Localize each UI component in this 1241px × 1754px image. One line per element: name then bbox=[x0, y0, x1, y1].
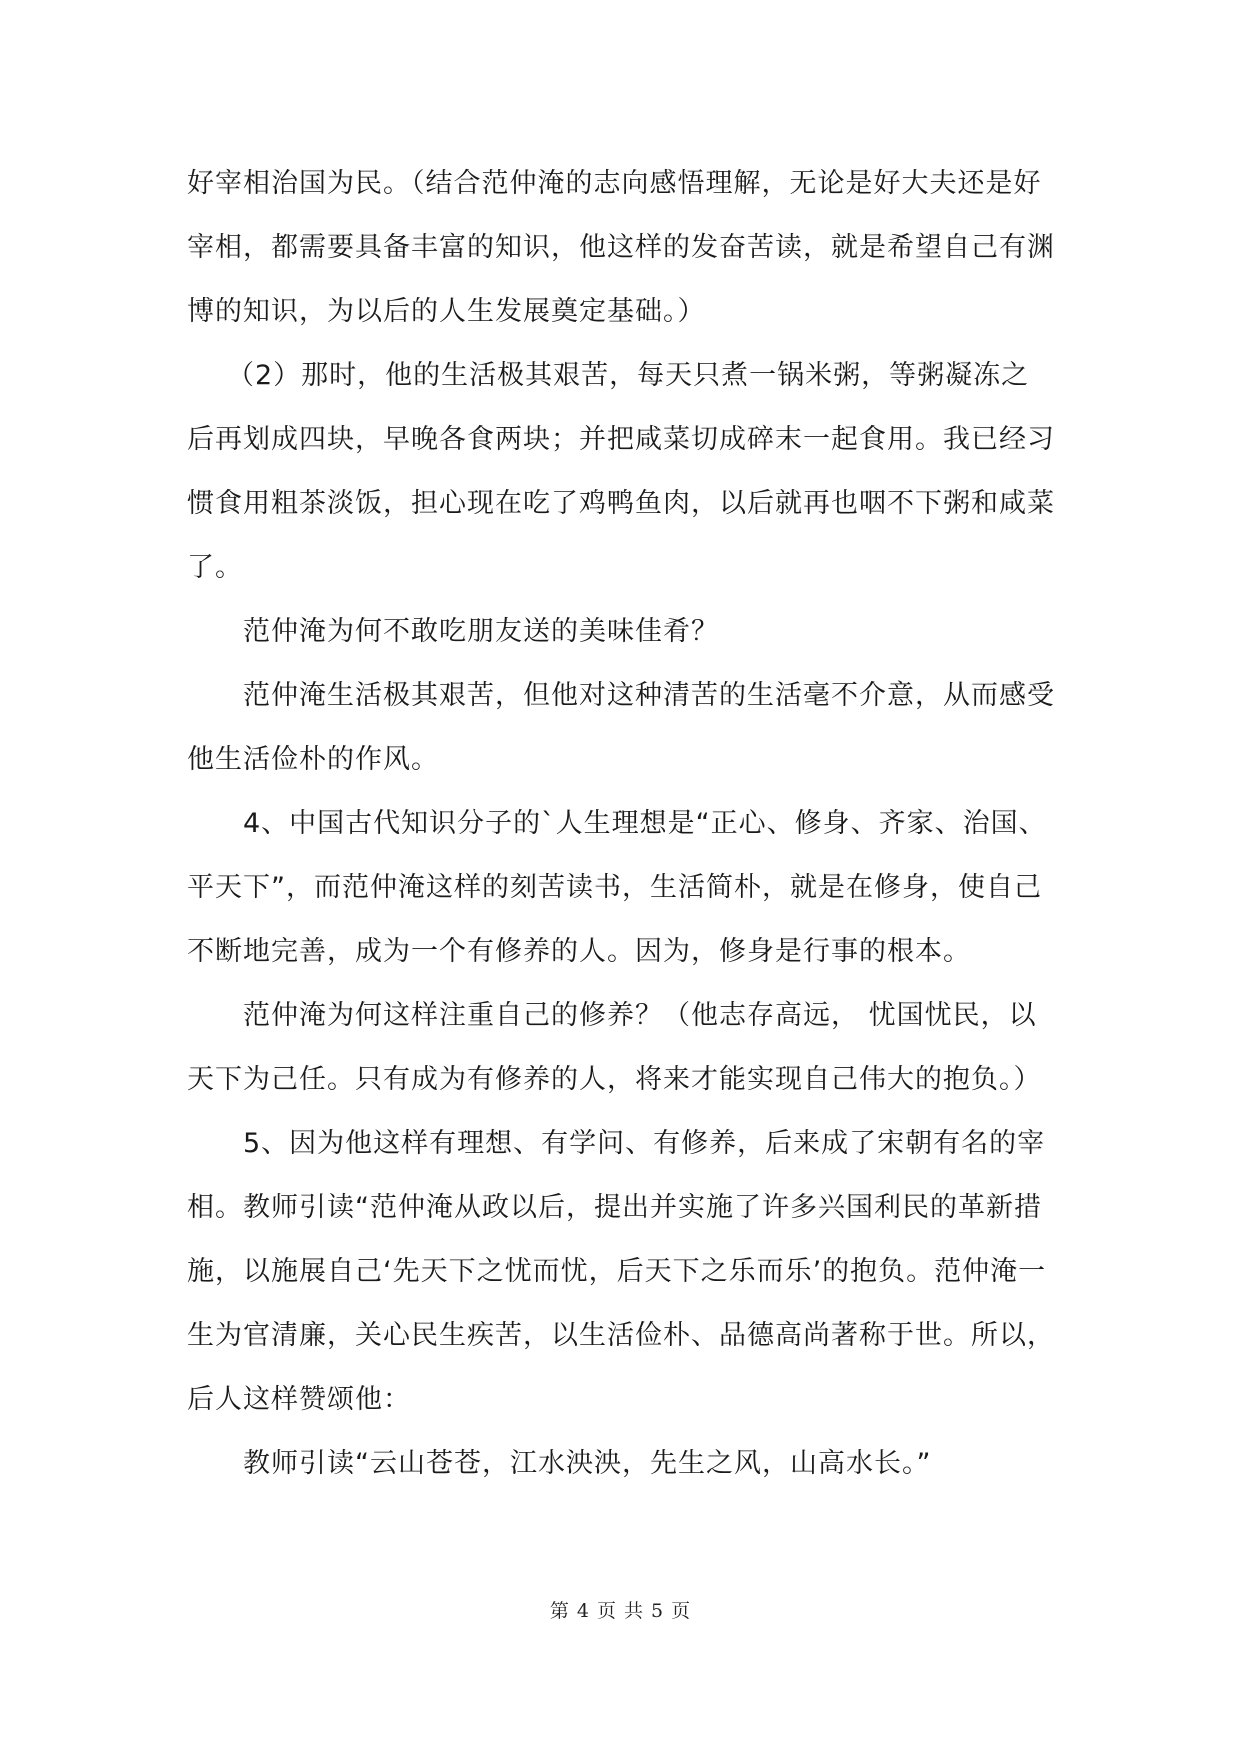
paragraph-answer-food: 范仲淹生活极其艰苦，但他对这种清苦的生活毫不介意，从而感受他生活俭朴的作风。 bbox=[187, 680, 1055, 775]
document-body bbox=[187, 152, 1055, 1496]
page-number-footer: 第 4 页 共 5 页 bbox=[549, 1600, 692, 1622]
paragraph-question-food: 范仲淹为何不敢吃朋友送的美味佳肴？ bbox=[243, 616, 719, 647]
paragraph-quote-2: （2）那时，他的生活极其艰苦，每天只煮一锅米粥，等粥凝冻之后再划成四块，早晚各食两块；并把咸菜切成碎末一起食用。我已经习惯食用粗茶淡饭，担心现在吃了鸡鸭鱼肉，以后就再也咽不下粥和咸菜了。 bbox=[187, 360, 1055, 583]
paragraph-point-4: 4、中国古代知识分子的`人生理想是“正心、修身、齐家、治国、平天下”，而范仲淹这样的刻苦读书，生活简朴，就是在修身，使自己不断地完善，成为一个有修养的人。因为，修身是行事的根本。 bbox=[187, 808, 1047, 967]
paragraph-closing-quote: 教师引读“云山苍苍，江水泱泱，先生之风，山高水长。” bbox=[243, 1448, 932, 1479]
paragraph-question-cultivation: 范仲淹为何这样注重自己的修养？（他志存高远， 忧国忧民，以天下为己任。只有成为有修养的人，将来才能实现自己伟大的抱负。） bbox=[187, 1000, 1042, 1095]
paragraph-continuation: 好宰相治国为民。（结合范仲淹的志向感悟理解，无论是好大夫还是好宰相，都需要具备丰富的知识，他这样的发奋苦读，就是希望自己有渊博的知识，为以后的人生发展奠定基础。） bbox=[187, 168, 1055, 327]
paragraph-point-5: 5、因为他这样有理想、有学问、有修养，后来成了宋朝有名的宰相。教师引读“范仲淹从政以后，提出并实施了许多兴国利民的革新措施，以施展自己‘先天下之忧而忧，后天下之乐而乐’的抱负。范仲淹一生为官清廉，关心民生疾苦，以生活俭朴、品德高尚著称于世。所以，后人这样赞颂他： bbox=[187, 1128, 1055, 1415]
